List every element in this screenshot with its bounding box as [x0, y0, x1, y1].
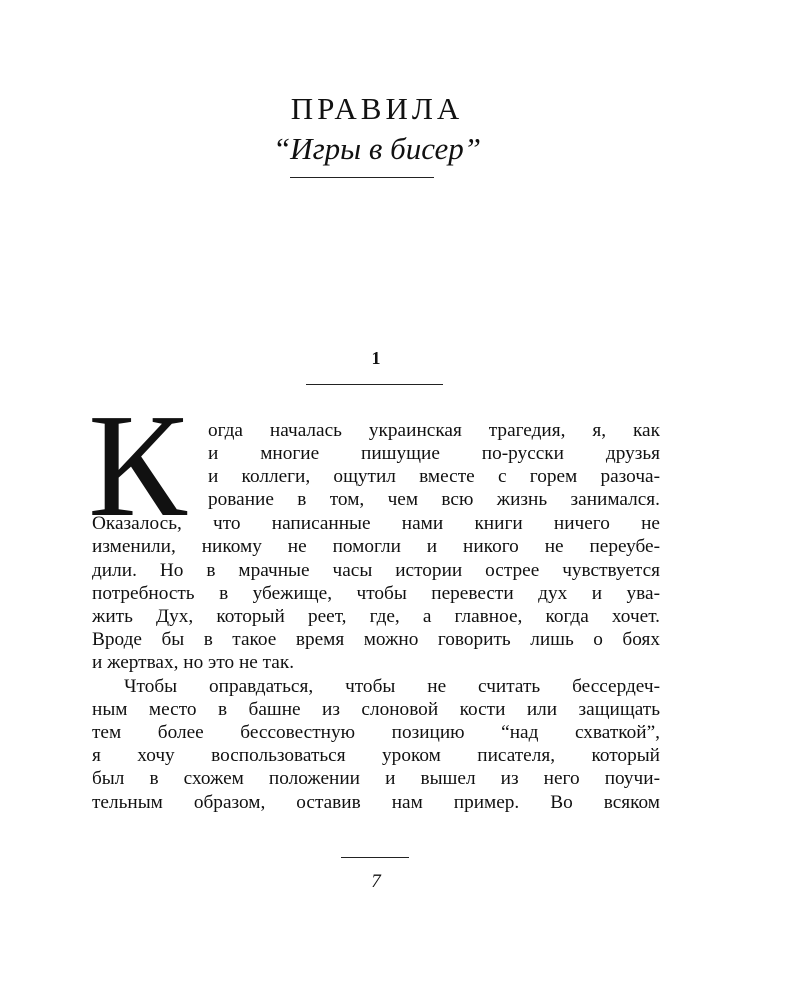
paragraph-line: и жертвах, но это не так.	[92, 652, 295, 673]
paragraph-line: рование в том, чем всю жизнь занимался.	[208, 489, 660, 510]
paragraph-line: Вроде бы в такое время можно говорить лишь о боях	[92, 629, 660, 650]
chapter-divider	[306, 384, 443, 385]
paragraph-line: был в схожем положении и вышел из него поучи-	[92, 768, 660, 789]
paragraph-line: и многие пишущие по-русски друзья	[208, 443, 660, 464]
paragraph-line: тем более бессовестную позицию “над схваткой”,	[92, 722, 660, 743]
chapter-number: 1	[371, 348, 381, 368]
footer-divider	[341, 857, 409, 858]
paragraph-line: огда началась украинская трагедия, я, как	[208, 420, 660, 441]
paragraph-line: изменили, никому не помогли и никого не переубе-	[92, 536, 660, 557]
title-divider	[290, 177, 434, 178]
drop-cap: К	[88, 384, 187, 548]
paragraph-line: дили. Но в мрачные часы истории острее чувствуется	[92, 560, 660, 581]
paragraph-line: и коллеги, ощутил вместе с горем разоча-	[208, 466, 660, 487]
page-title: ПРАВИЛА	[290, 91, 464, 126]
paragraph-line: ным место в башне из слоновой кости или защищать	[92, 699, 660, 720]
paragraph-line: Оказалось, что написанные нами книги ничего не	[92, 513, 660, 534]
paragraph-line: Чтобы оправдаться, чтобы не считать бессердеч-	[124, 676, 660, 697]
page-number: 7	[371, 871, 381, 892]
paragraph-line: тельным образом, оставив нам пример. Во всяком	[92, 792, 660, 813]
page-subtitle: “Игры в бисер”	[272, 131, 482, 166]
paragraph-line: жить Дух, который реет, где, а главное, когда хочет.	[92, 606, 660, 627]
paragraph-line: потребность в убежище, чтобы перевести дух и ува-	[92, 583, 660, 604]
paragraph-line: я хочу воспользоваться уроком писателя, который	[92, 745, 660, 766]
